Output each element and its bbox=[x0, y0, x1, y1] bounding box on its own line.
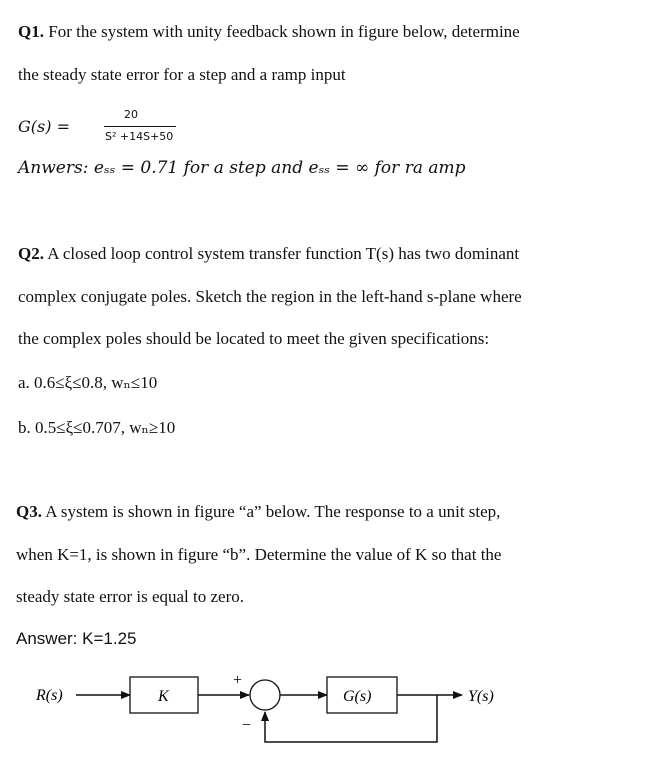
q3-line-1 bbox=[16, 502, 500, 522]
q3-answer: Answer: K=1.25 bbox=[16, 629, 137, 648]
minus-sign: − bbox=[242, 717, 252, 734]
summing-junction bbox=[250, 680, 280, 710]
output-label: Y(s) bbox=[468, 688, 494, 705]
q2-label: Q2. bbox=[18, 244, 44, 263]
q3-line-2: when K=1, is shown in figure “b”. Determine the value of K so that the bbox=[16, 545, 502, 564]
q3-label: Q3. bbox=[16, 502, 42, 521]
gain-block-label: K bbox=[158, 688, 169, 705]
q1-text-1: For the system with unity feedback shown in figure below, determine bbox=[43, 22, 520, 41]
gs-lhs: G(s) = bbox=[18, 117, 70, 136]
q2-text-1: A closed loop control system transfer function T(s) has two dominant bbox=[43, 244, 520, 263]
q1-line-2: the steady state error for a step and a ramp input bbox=[18, 65, 346, 84]
block-diagram bbox=[0, 660, 670, 772]
q2-line-1 bbox=[18, 244, 519, 264]
q2-line-2: complex conjugate poles. Sketch the region in the left-hand s-plane where bbox=[18, 287, 522, 306]
input-label: R(s) bbox=[36, 687, 63, 704]
q2-item-a: a. 0.6≤ξ≤0.8, wₙ≤10 bbox=[18, 373, 158, 392]
q1-label: Q1. bbox=[18, 22, 44, 41]
plus-sign: + bbox=[233, 672, 243, 689]
q1-answer: Anwers: eₛₛ = 0.71 for a step and eₛₛ = ∞ for ra amp bbox=[18, 158, 466, 178]
fraction-bar bbox=[104, 126, 176, 127]
q3-line-3: steady state error is equal to zero. bbox=[16, 587, 244, 606]
q2-item-b: b. 0.5≤ξ≤0.707, wₙ≥10 bbox=[18, 418, 176, 437]
q2-line-3: the complex poles should be located to meet the given specifications: bbox=[18, 329, 490, 348]
gs-denominator: S² +14S+50 bbox=[105, 130, 174, 143]
gs-numerator: 20 bbox=[124, 108, 138, 121]
plant-block-label: G(s) bbox=[343, 688, 372, 705]
q1-line-1 bbox=[18, 22, 520, 42]
q3-text-1: A system is shown in figure “a” below. The response to a unit step, bbox=[41, 502, 501, 521]
